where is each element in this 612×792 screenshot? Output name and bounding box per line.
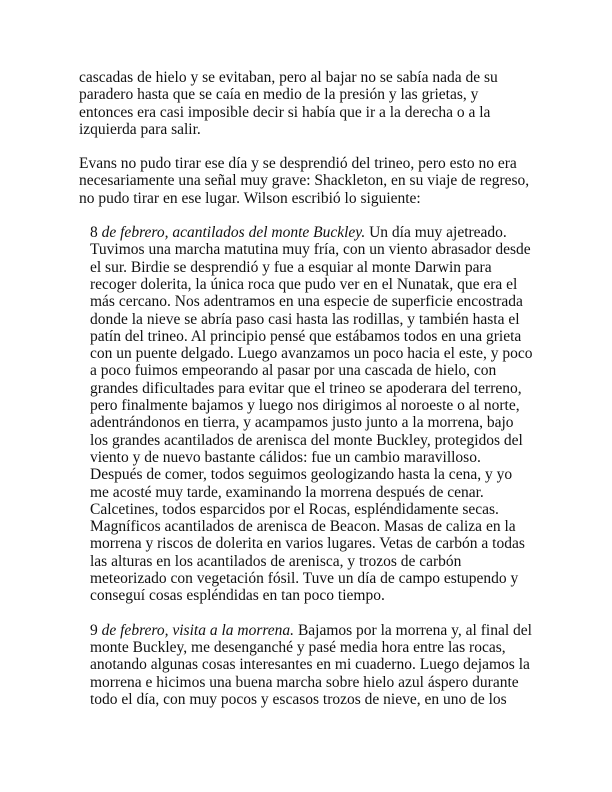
entry-day-number: 8 bbox=[90, 224, 98, 242]
body-text bbox=[79, 69, 535, 725]
entry-day-number: 9 bbox=[90, 621, 98, 639]
paragraph: Evans no pudo tirar ese día y se desprendió del trineo, pero esto no era necesariamente una señal muy grave: Shackleton, en su viaje de regreso, no pudo tirar en ese lugar. Wilson escribió lo siguiente: bbox=[79, 155, 530, 207]
diary-entry bbox=[90, 224, 533, 605]
diary-entry bbox=[90, 622, 533, 708]
entry-body: Un día muy ajetreado. Tuvimos una marcha matutina muy fría, con un viento abrasador desde el sur. Birdie se desprendió y fue a esquiar al monte Darwin para recoger dolerita, la única roca que pudo ver en el Nunatak, que era el más cercano. Nos adentramos en una especie de superficie encostrada donde la nieve se abría paso casi hasta las rodillas, y también hasta el patín del trineo. Al principio pensé que estábamos todos en una grieta con un puente delgado. Luego avanzamos un poco hacia el este, y poco a poco fuimos empeorando al pasar por una cascada de hielo, con grandes dificultades para evitar que el trineo se apoderara del terreno, pero finalmente bajamos y luego nos dirigimos al noroeste o al norte, adentrándonos en tierra, y acampamos justo junto a la morrena, bajo los grandes acantilados de arenisca del monte Buckley, protegidos del viento y de nuevo bastante cálidos: fue un cambio maravilloso. Después de comer, todos seguimos geologizando hasta la cena, y yo me acosté muy tarde, examinando la morrena después de cenar. Calcetines, todos esparcidos por el Rocas, espléndidamente secas. Magníficos acantilados de arenisca de Beacon. Masas de caliza en la morrena y riscos de dolerita en varios lugares. Vetas de carbón a todas las alturas en los acantilados de arenisca, y trozos de carbón meteorizado con vegetación fósil. Tuve un día de campo estupendo y conseguí cosas espléndidas en tan poco tiempo. bbox=[90, 224, 533, 605]
entry-heading: de febrero, visita a la morrena. bbox=[97, 621, 295, 639]
entry-body: Bajamos por la morrena y, al final del monte Buckley, me desenganché y pasé media hora entre las rocas, anotando algunas cosas interesantes en mi cuaderno. Luego dejamos la morrena e hicimos una buena marcha sobre hielo azul áspero durante todo el día, con muy pocos y escasos trozos de nieve, en uno de los bbox=[90, 621, 532, 708]
paragraph: cascadas de hielo y se evitaban, pero al bajar no se sabía nada de su paradero hasta que se caía en medio de la presión y las grietas, y entonces era casi imposible decir si había que ir a la derecha o a la izquierda para salir. bbox=[79, 69, 498, 138]
entry-heading: de febrero, acantilados del monte Buckley. bbox=[97, 224, 366, 242]
